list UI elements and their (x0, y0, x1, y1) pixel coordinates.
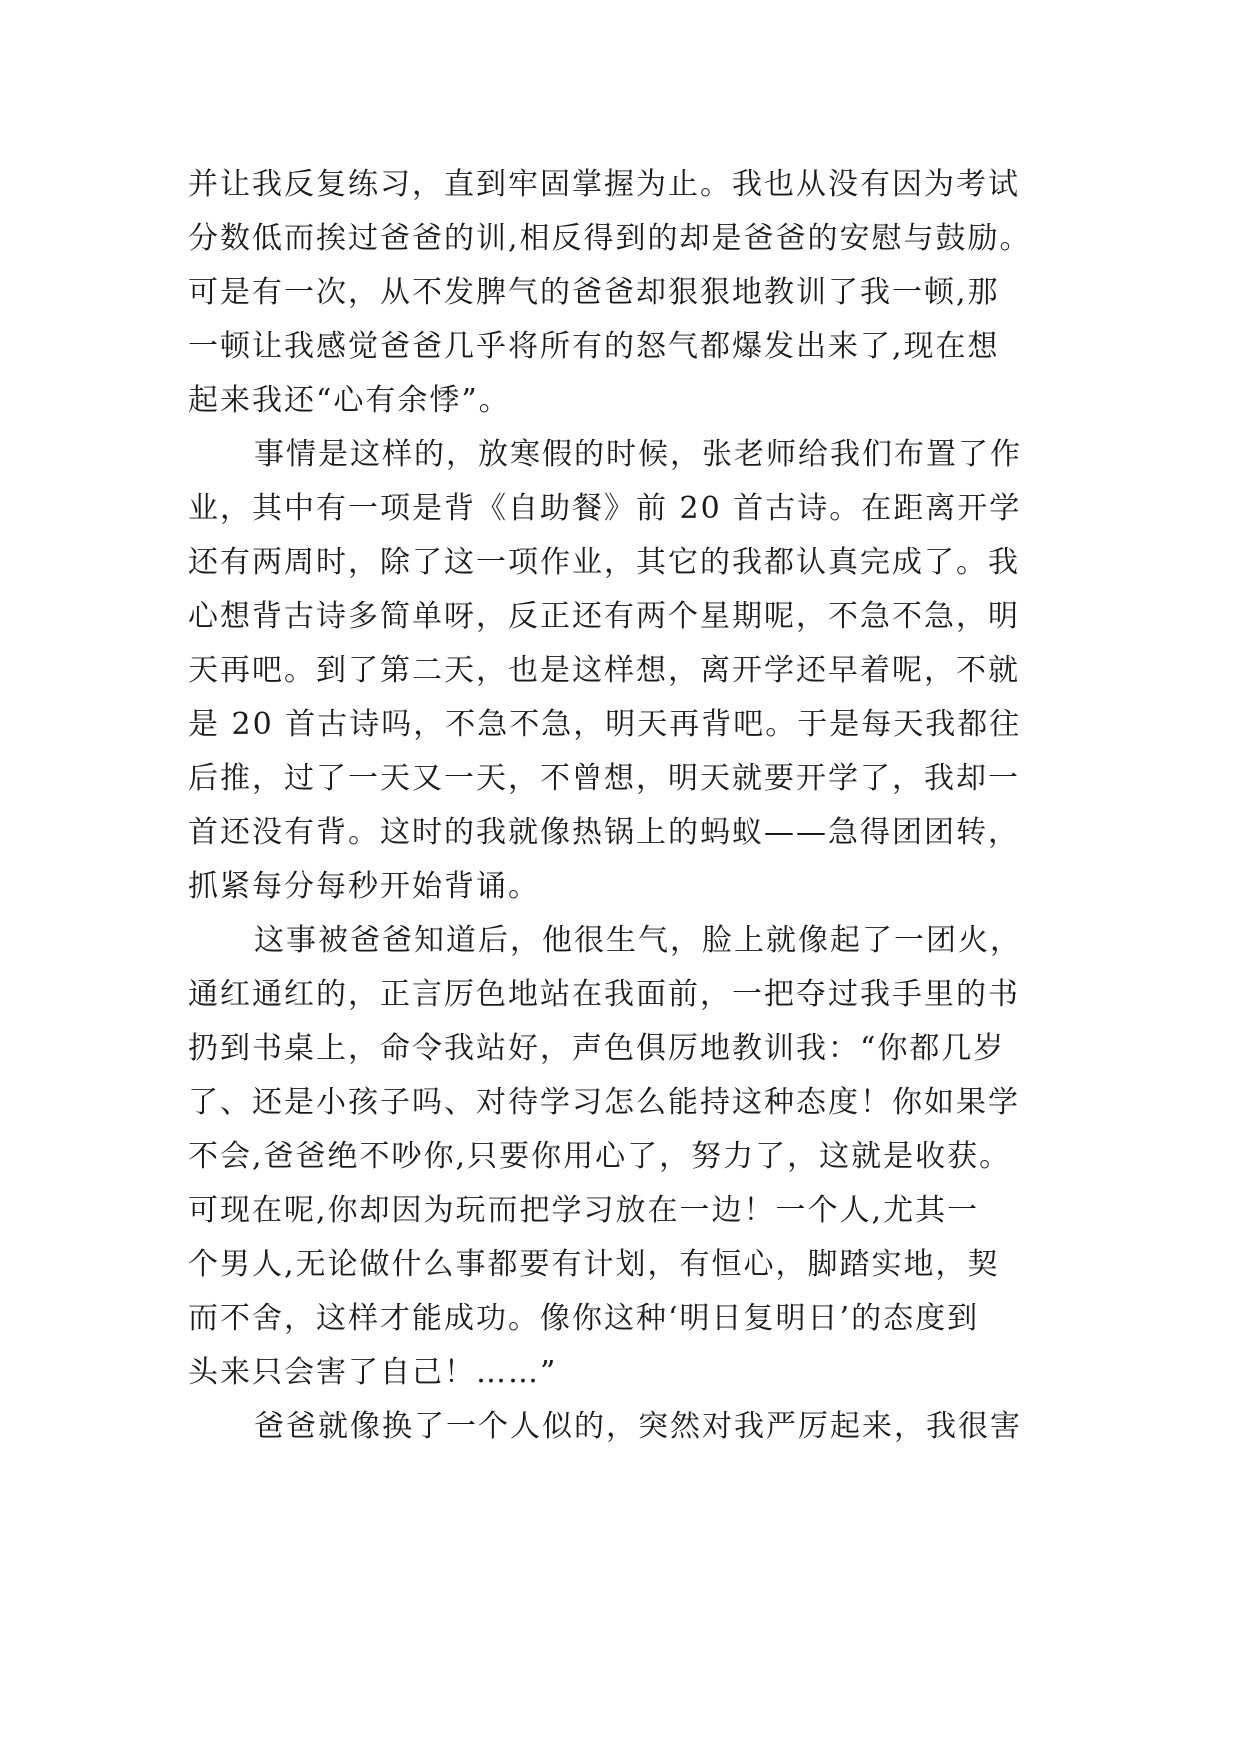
text-line: 可是有一次，从不发脾气的爸爸却狠狠地教训了我一顿,那 (188, 275, 1000, 310)
paragraph-first-line: 这事被爸爸知道后，他很生气，脸上就像起了一团火， (254, 923, 1022, 958)
text-line: 抓紧每分每秒开始背诵。 (188, 869, 540, 904)
text-line: 后推，过了一天又一天，不曾想，明天就要开学了，我却一 (188, 761, 1020, 796)
text-line: 业，其中有一项是背《自助餐》前 20 首古诗。在距离开学 (188, 491, 1022, 526)
text-line: 个男人,无论做什么事都要有计划，有恒心，脚踏实地，契 (188, 1247, 1000, 1282)
text-line: 扔到书桌上，命令我站好，声色俱厉地教训我：“你都几岁 (188, 1031, 1006, 1066)
paragraph-first-line: 事情是这样的，放寒假的时候，张老师给我们布置了作 (254, 437, 1022, 472)
paragraph-first-line: 爸爸就像换了一个人似的，突然对我严厉起来，我很害 (254, 1409, 1022, 1444)
text-line: 分数低而挨过爸爸的训,相反得到的却是爸爸的安慰与鼓励。 (188, 221, 1032, 256)
text-line: 是 20 首古诗吗，不急不急，明天再背吧。于是每天我都往 (188, 707, 1022, 742)
text-line: 心想背古诗多简单呀，反正还有两个星期呢，不急不急，明 (188, 599, 1020, 634)
text-line: 首还没有背。这时的我就像热锅上的蚂蚁——急得团团转， (188, 815, 1020, 850)
text-line: 可现在呢,你却因为玩而把学习放在一边！一个人,尤其一 (188, 1193, 980, 1228)
text-line: 通红通红的，正言厉色地站在我面前，一把夺过我手里的书 (188, 977, 1020, 1012)
text-line: 了、还是小孩子吗、对待学习怎么能持这种态度！你如果学 (188, 1085, 1020, 1120)
text-line: 头来只会害了自己！……” (188, 1355, 558, 1390)
text-line: 天再吧。到了第二天，也是这样想，离开学还早着呢，不就 (188, 653, 1020, 688)
text-line: 而不舍，这样才能成功。像你这种‘明日复明日’的态度到 (188, 1301, 980, 1336)
text-line: 并让我反复练习，直到牢固掌握为止。我也从没有因为考试 (188, 167, 1020, 202)
body-text (188, 158, 1088, 1454)
text-line: 起来我还“心有余悸”。 (188, 383, 511, 418)
text-line: 一顿让我感觉爸爸几乎将所有的怒气都爆发出来了,现在想 (188, 329, 1000, 364)
text-line: 还有两周时，除了这一项作业，其它的我都认真完成了。我 (188, 545, 1020, 580)
text-line: 不会,爸爸绝不吵你,只要你用心了，努力了，这就是收获。 (188, 1139, 1012, 1174)
